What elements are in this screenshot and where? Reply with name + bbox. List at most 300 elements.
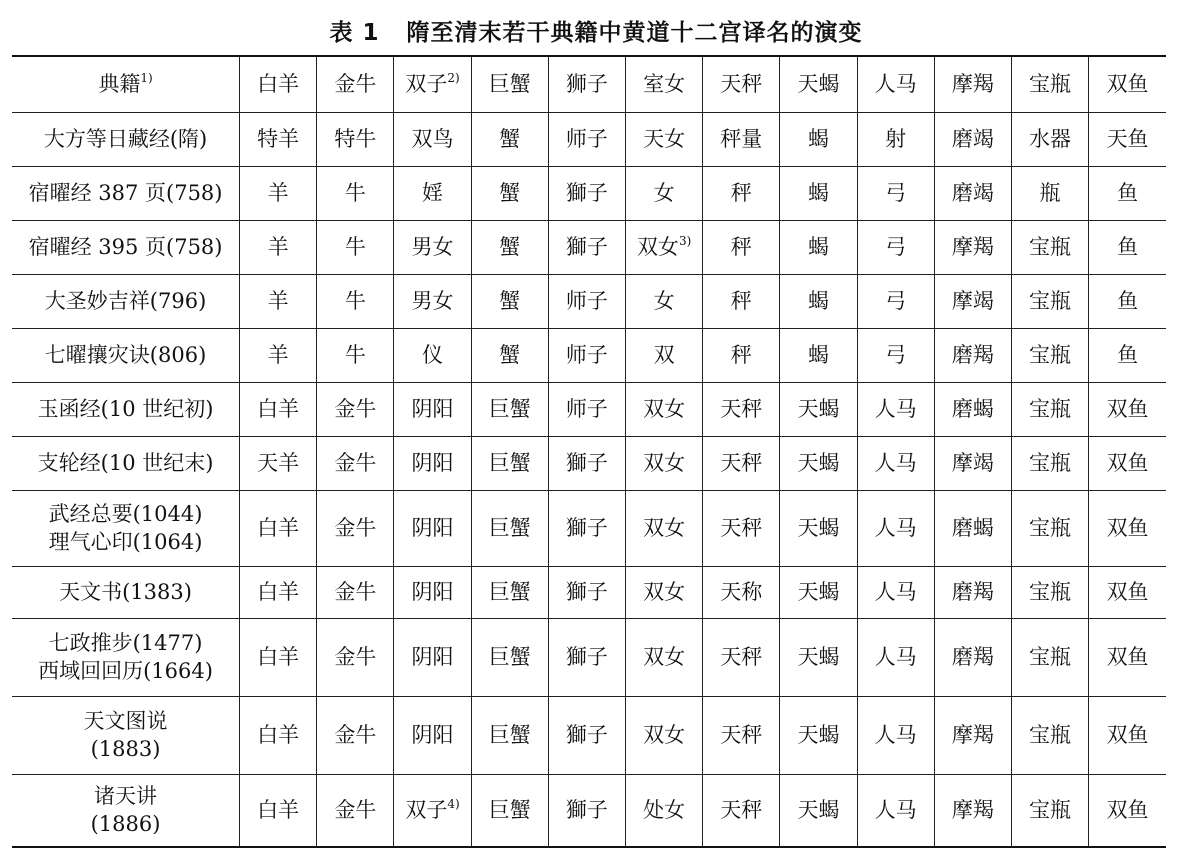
cell-text: 宝瓶 — [1029, 580, 1072, 604]
cell-text: 天秤 — [720, 451, 763, 475]
name-cell — [780, 166, 857, 220]
cell-text: 特牛 — [334, 127, 377, 151]
source-text: 七政推步(1477) — [48, 631, 203, 655]
cell-text: 磨羯 — [951, 343, 994, 367]
cell-text: 磨竭 — [951, 127, 994, 151]
cell-text: 仪 — [422, 343, 444, 367]
cell-text: 双子 — [405, 72, 448, 97]
source-cell — [12, 696, 240, 774]
name-cell — [1011, 328, 1088, 382]
cell-text: 阴阳 — [411, 645, 454, 669]
name-cell — [780, 274, 857, 328]
cell-text: 天女 — [643, 127, 686, 151]
cell-text: 宝瓶 — [1029, 645, 1072, 669]
name-cell — [548, 328, 625, 382]
footnote-marker: 2) — [447, 71, 460, 86]
name-cell — [857, 696, 934, 774]
header-source-label: 典籍 — [98, 72, 141, 97]
footnote-marker: 3) — [678, 234, 692, 248]
name-cell — [780, 566, 857, 618]
name-cell — [934, 490, 1011, 566]
name-cell — [703, 112, 780, 166]
name-cell — [394, 618, 471, 696]
name-cell — [780, 774, 857, 847]
cell-text: 天秤 — [720, 72, 763, 97]
cell-text: 蝎 — [807, 289, 829, 313]
table-row — [12, 166, 1166, 220]
cell-text: 獅子 — [565, 451, 608, 475]
cell-text: 婬 — [422, 181, 444, 205]
header-row — [12, 56, 1166, 112]
name-cell — [548, 774, 625, 847]
footnote-marker: 1) — [140, 71, 153, 86]
source-cell — [12, 382, 240, 436]
cell-text: 磨羯 — [951, 580, 994, 604]
cell-text: 鱼 — [1117, 289, 1139, 313]
cell-text: 白羊 — [257, 72, 300, 97]
name-cell — [548, 696, 625, 774]
cell-text: 天秤 — [720, 798, 763, 823]
cell-text: 天鱼 — [1106, 127, 1149, 151]
name-cell — [317, 328, 394, 382]
cell-text: 弓 — [885, 289, 907, 313]
cell-text: 巨蟹 — [488, 798, 531, 823]
name-cell — [626, 112, 703, 166]
source-text: 天文图说 — [83, 709, 168, 733]
name-cell — [1089, 220, 1166, 274]
name-cell — [317, 696, 394, 774]
cell-text: 蝎 — [807, 343, 829, 367]
name-cell — [626, 220, 703, 274]
name-cell — [1011, 382, 1088, 436]
cell-text: 宝瓶 — [1029, 451, 1072, 475]
cell-text: 摩竭 — [951, 451, 994, 475]
name-cell — [934, 220, 1011, 274]
source-text: 西域回回历(1664) — [38, 659, 213, 683]
cell-text: 秤 — [730, 343, 752, 367]
name-cell — [471, 566, 548, 618]
cell-text: 磨竭 — [951, 181, 994, 205]
table-row — [12, 274, 1166, 328]
name-cell — [240, 328, 317, 382]
name-cell — [240, 436, 317, 490]
name-cell — [394, 566, 471, 618]
cell-text: 磨蝎 — [951, 516, 994, 540]
name-cell — [240, 490, 317, 566]
cell-text: 天秤 — [720, 723, 763, 747]
cell-text: 獅子 — [565, 181, 608, 205]
cell-text: 摩羯 — [951, 723, 994, 747]
cell-text: 双鱼 — [1106, 72, 1149, 97]
cell-text: 秤 — [730, 289, 752, 313]
table-row — [12, 696, 1166, 774]
source-text: (1883) — [90, 737, 161, 761]
cell-text: 双鱼 — [1106, 580, 1149, 604]
cell-text: 天蝎 — [797, 451, 840, 475]
name-cell — [394, 490, 471, 566]
cell-text: 双鱼 — [1106, 397, 1149, 421]
cell-text: 人马 — [874, 451, 917, 475]
name-cell — [471, 774, 548, 847]
name-cell — [471, 382, 548, 436]
source-text: 大圣妙吉祥(796) — [44, 289, 207, 313]
name-cell — [703, 220, 780, 274]
name-cell — [394, 328, 471, 382]
table-row — [12, 490, 1166, 566]
cell-text: 牛 — [344, 235, 366, 259]
cell-text: 巨蟹 — [488, 516, 531, 540]
cell-text: 磨蝎 — [951, 397, 994, 421]
header-sign-cell — [934, 56, 1011, 112]
name-cell — [1011, 774, 1088, 847]
name-cell — [317, 566, 394, 618]
name-cell — [394, 382, 471, 436]
source-cell — [12, 220, 240, 274]
cell-text: 双女 — [643, 451, 686, 475]
name-cell — [471, 274, 548, 328]
name-cell — [934, 774, 1011, 847]
cell-text: 蟹 — [499, 289, 521, 313]
header-sign-cell — [317, 56, 394, 112]
cell-text: 磨羯 — [951, 645, 994, 669]
name-cell — [1011, 490, 1088, 566]
source-cell — [12, 566, 240, 618]
name-cell — [317, 436, 394, 490]
name-cell — [934, 274, 1011, 328]
name-cell — [1089, 618, 1166, 696]
name-cell — [626, 566, 703, 618]
header-sign-cell — [857, 56, 934, 112]
cell-text: 摩竭 — [951, 289, 994, 313]
name-cell — [394, 774, 471, 847]
name-cell — [471, 490, 548, 566]
name-cell — [934, 112, 1011, 166]
cell-text: 天秤 — [720, 516, 763, 540]
source-text: 诸天讲 — [94, 784, 158, 809]
cell-text: 金牛 — [334, 516, 377, 540]
header-sign-cell — [626, 56, 703, 112]
cell-text: 摩羯 — [951, 235, 994, 259]
cell-text: 宝瓶 — [1029, 516, 1072, 540]
cell-text: 天蝎 — [797, 516, 840, 540]
cell-text: 蝎 — [807, 127, 829, 151]
cell-text: 摩羯 — [951, 72, 994, 97]
name-cell — [934, 696, 1011, 774]
name-cell — [548, 112, 625, 166]
name-cell — [548, 382, 625, 436]
name-cell — [548, 220, 625, 274]
name-cell — [703, 166, 780, 220]
cell-text: 阴阳 — [411, 397, 454, 421]
name-cell — [317, 618, 394, 696]
name-cell — [857, 774, 934, 847]
name-cell — [703, 436, 780, 490]
cell-text: 金牛 — [334, 397, 377, 421]
source-text: 天文书(1383) — [59, 580, 192, 604]
cell-text: 人马 — [874, 516, 917, 540]
table-row — [12, 774, 1166, 847]
name-cell — [317, 166, 394, 220]
cell-text: 女 — [653, 289, 675, 313]
cell-text: 宝瓶 — [1029, 289, 1072, 313]
source-cell — [12, 618, 240, 696]
name-cell — [857, 220, 934, 274]
name-cell — [240, 166, 317, 220]
cell-text: 人马 — [874, 72, 917, 97]
name-cell — [857, 166, 934, 220]
table-row — [12, 220, 1166, 274]
cell-text: 双鱼 — [1106, 451, 1149, 475]
source-cell — [12, 436, 240, 490]
cell-text: 獅子 — [565, 798, 608, 823]
cell-text: 阴阳 — [411, 451, 454, 475]
header-sign-cell — [1011, 56, 1088, 112]
cell-text: 人马 — [874, 645, 917, 669]
name-cell — [857, 490, 934, 566]
name-cell — [626, 166, 703, 220]
table-row — [12, 382, 1166, 436]
cell-text: 羊 — [267, 343, 289, 367]
source-text: 支轮经(10 世纪末) — [37, 451, 214, 475]
cell-text: 獅子 — [565, 235, 608, 259]
cell-text: 阴阳 — [411, 516, 454, 540]
name-cell — [857, 112, 934, 166]
name-cell — [240, 774, 317, 847]
name-cell — [780, 696, 857, 774]
cell-text: 金牛 — [334, 723, 377, 747]
cell-text: 蟹 — [499, 181, 521, 205]
name-cell — [626, 274, 703, 328]
name-cell — [240, 112, 317, 166]
cell-text: 金牛 — [334, 798, 377, 823]
name-cell — [857, 566, 934, 618]
name-cell — [703, 274, 780, 328]
name-cell — [626, 774, 703, 847]
cell-text: 宝瓶 — [1029, 235, 1072, 259]
name-cell — [1089, 382, 1166, 436]
name-cell — [1089, 696, 1166, 774]
cell-text: 射 — [885, 127, 907, 151]
cell-text: 金牛 — [334, 451, 377, 475]
header-sign-cell — [240, 56, 317, 112]
header-sign-cell — [703, 56, 780, 112]
cell-text: 天蝎 — [797, 645, 840, 669]
name-cell — [1011, 696, 1088, 774]
table-row — [12, 618, 1166, 696]
name-cell — [240, 382, 317, 436]
header-source-cell — [12, 56, 240, 112]
cell-text: 白羊 — [257, 397, 300, 421]
name-cell — [703, 618, 780, 696]
name-cell — [317, 112, 394, 166]
cell-text: 羊 — [267, 181, 289, 205]
cell-text: 瓶 — [1039, 181, 1061, 205]
name-cell — [1089, 166, 1166, 220]
cell-text: 人马 — [874, 723, 917, 747]
name-cell — [471, 436, 548, 490]
cell-text: 狮子 — [565, 72, 608, 97]
name-cell — [240, 696, 317, 774]
name-cell — [1089, 774, 1166, 847]
cell-text: 天蝎 — [797, 798, 840, 823]
name-cell — [934, 382, 1011, 436]
name-cell — [626, 328, 703, 382]
name-cell — [394, 166, 471, 220]
header-sign-cell — [471, 56, 548, 112]
name-cell — [471, 220, 548, 274]
cell-text: 双 — [653, 343, 675, 367]
name-cell — [1011, 112, 1088, 166]
name-cell — [394, 112, 471, 166]
cell-text: 蝎 — [807, 235, 829, 259]
cell-text: 天羊 — [257, 451, 300, 475]
cell-text: 双女 — [643, 516, 686, 540]
cell-text: 巨蟹 — [488, 645, 531, 669]
cell-text: 双鱼 — [1106, 645, 1149, 669]
cell-text: 双女 — [643, 645, 686, 669]
cell-text: 双鱼 — [1106, 516, 1149, 540]
name-cell — [780, 436, 857, 490]
source-text: 武经总要(1044) — [48, 502, 203, 526]
name-cell — [626, 490, 703, 566]
name-cell — [1089, 274, 1166, 328]
cell-text: 男女 — [411, 235, 454, 259]
cell-text: 宝瓶 — [1029, 72, 1072, 97]
cell-text: 蟹 — [499, 343, 521, 367]
cell-text: 室女 — [643, 72, 686, 97]
name-cell — [394, 220, 471, 274]
cell-text: 天秤 — [720, 645, 763, 669]
name-cell — [394, 436, 471, 490]
cell-text: 蟹 — [499, 127, 521, 151]
name-cell — [626, 618, 703, 696]
name-cell — [857, 436, 934, 490]
cell-text: 处女 — [643, 798, 686, 823]
name-cell — [780, 220, 857, 274]
cell-text: 师子 — [565, 343, 608, 367]
name-cell — [934, 566, 1011, 618]
cell-text: 金牛 — [334, 645, 377, 669]
name-cell — [703, 490, 780, 566]
name-cell — [780, 328, 857, 382]
name-cell — [394, 274, 471, 328]
cell-text: 羊 — [267, 235, 289, 259]
source-text: 宿曜经 387 页(758) — [28, 181, 223, 205]
cell-text: 獅子 — [565, 645, 608, 669]
name-cell — [1089, 566, 1166, 618]
cell-text: 双鱼 — [1106, 798, 1149, 823]
cell-text: 人马 — [874, 580, 917, 604]
source-text: 宿曜经 395 页(758) — [28, 235, 223, 259]
name-cell — [857, 328, 934, 382]
cell-text: 巨蟹 — [488, 580, 531, 604]
cell-text: 宝瓶 — [1029, 723, 1072, 747]
cell-text: 牛 — [344, 343, 366, 367]
name-cell — [548, 274, 625, 328]
cell-text: 蟹 — [499, 235, 521, 259]
name-cell — [703, 328, 780, 382]
name-cell — [1011, 274, 1088, 328]
zodiac-names-table — [12, 55, 1166, 848]
name-cell — [471, 328, 548, 382]
cell-text: 天蝎 — [797, 723, 840, 747]
cell-text: 牛 — [344, 289, 366, 313]
name-cell — [1011, 618, 1088, 696]
header-sign-cell — [394, 56, 471, 112]
cell-text: 天蝎 — [797, 72, 840, 97]
cell-text: 鱼 — [1117, 181, 1139, 205]
name-cell — [1089, 328, 1166, 382]
name-cell — [1011, 166, 1088, 220]
cell-text: 天蝎 — [797, 580, 840, 604]
cell-text: 宝瓶 — [1029, 397, 1072, 421]
name-cell — [548, 618, 625, 696]
source-cell — [12, 774, 240, 847]
cell-text: 羊 — [267, 289, 289, 313]
name-cell — [857, 382, 934, 436]
name-cell — [548, 166, 625, 220]
name-cell — [394, 696, 471, 774]
name-cell — [1011, 436, 1088, 490]
source-text: 玉函经(10 世纪初) — [37, 397, 214, 421]
cell-text: 獅子 — [565, 580, 608, 604]
cell-text: 天秤 — [720, 397, 763, 421]
name-cell — [240, 566, 317, 618]
name-cell — [780, 112, 857, 166]
cell-text: 金牛 — [334, 580, 377, 604]
cell-text: 天称 — [720, 580, 763, 604]
name-cell — [780, 618, 857, 696]
cell-text: 双女 — [643, 723, 686, 747]
cell-text: 蝎 — [807, 181, 829, 205]
name-cell — [317, 774, 394, 847]
name-cell — [780, 382, 857, 436]
cell-text: 双女 — [643, 397, 686, 421]
cell-text: 弓 — [885, 235, 907, 259]
name-cell — [548, 566, 625, 618]
name-cell — [626, 696, 703, 774]
cell-text: 宝瓶 — [1029, 798, 1072, 823]
cell-text: 巨蟹 — [488, 723, 531, 747]
name-cell — [548, 490, 625, 566]
name-cell — [317, 490, 394, 566]
footnote-marker: 4) — [447, 797, 460, 812]
cell-text: 女 — [653, 181, 675, 205]
source-text: 大方等日藏经(隋) — [43, 127, 208, 151]
cell-text: 双鸟 — [411, 127, 454, 151]
name-cell — [703, 566, 780, 618]
source-cell — [12, 112, 240, 166]
table-title: 表 1 隋至清末若干典籍中黄道十二宫译名的演变 — [329, 20, 863, 46]
cell-text: 巨蟹 — [488, 72, 531, 97]
cell-text: 白羊 — [257, 798, 300, 823]
name-cell — [1089, 490, 1166, 566]
name-cell — [240, 220, 317, 274]
name-cell — [471, 696, 548, 774]
cell-text: 水器 — [1029, 127, 1072, 151]
name-cell — [934, 166, 1011, 220]
cell-text: 白羊 — [257, 580, 300, 604]
header-sign-cell — [1089, 56, 1166, 112]
name-cell — [626, 382, 703, 436]
cell-text: 白羊 — [257, 516, 300, 540]
source-cell — [12, 274, 240, 328]
source-cell — [12, 490, 240, 566]
cell-text: 秤量 — [720, 127, 763, 151]
name-cell — [471, 112, 548, 166]
name-cell — [934, 618, 1011, 696]
table-row — [12, 566, 1166, 618]
